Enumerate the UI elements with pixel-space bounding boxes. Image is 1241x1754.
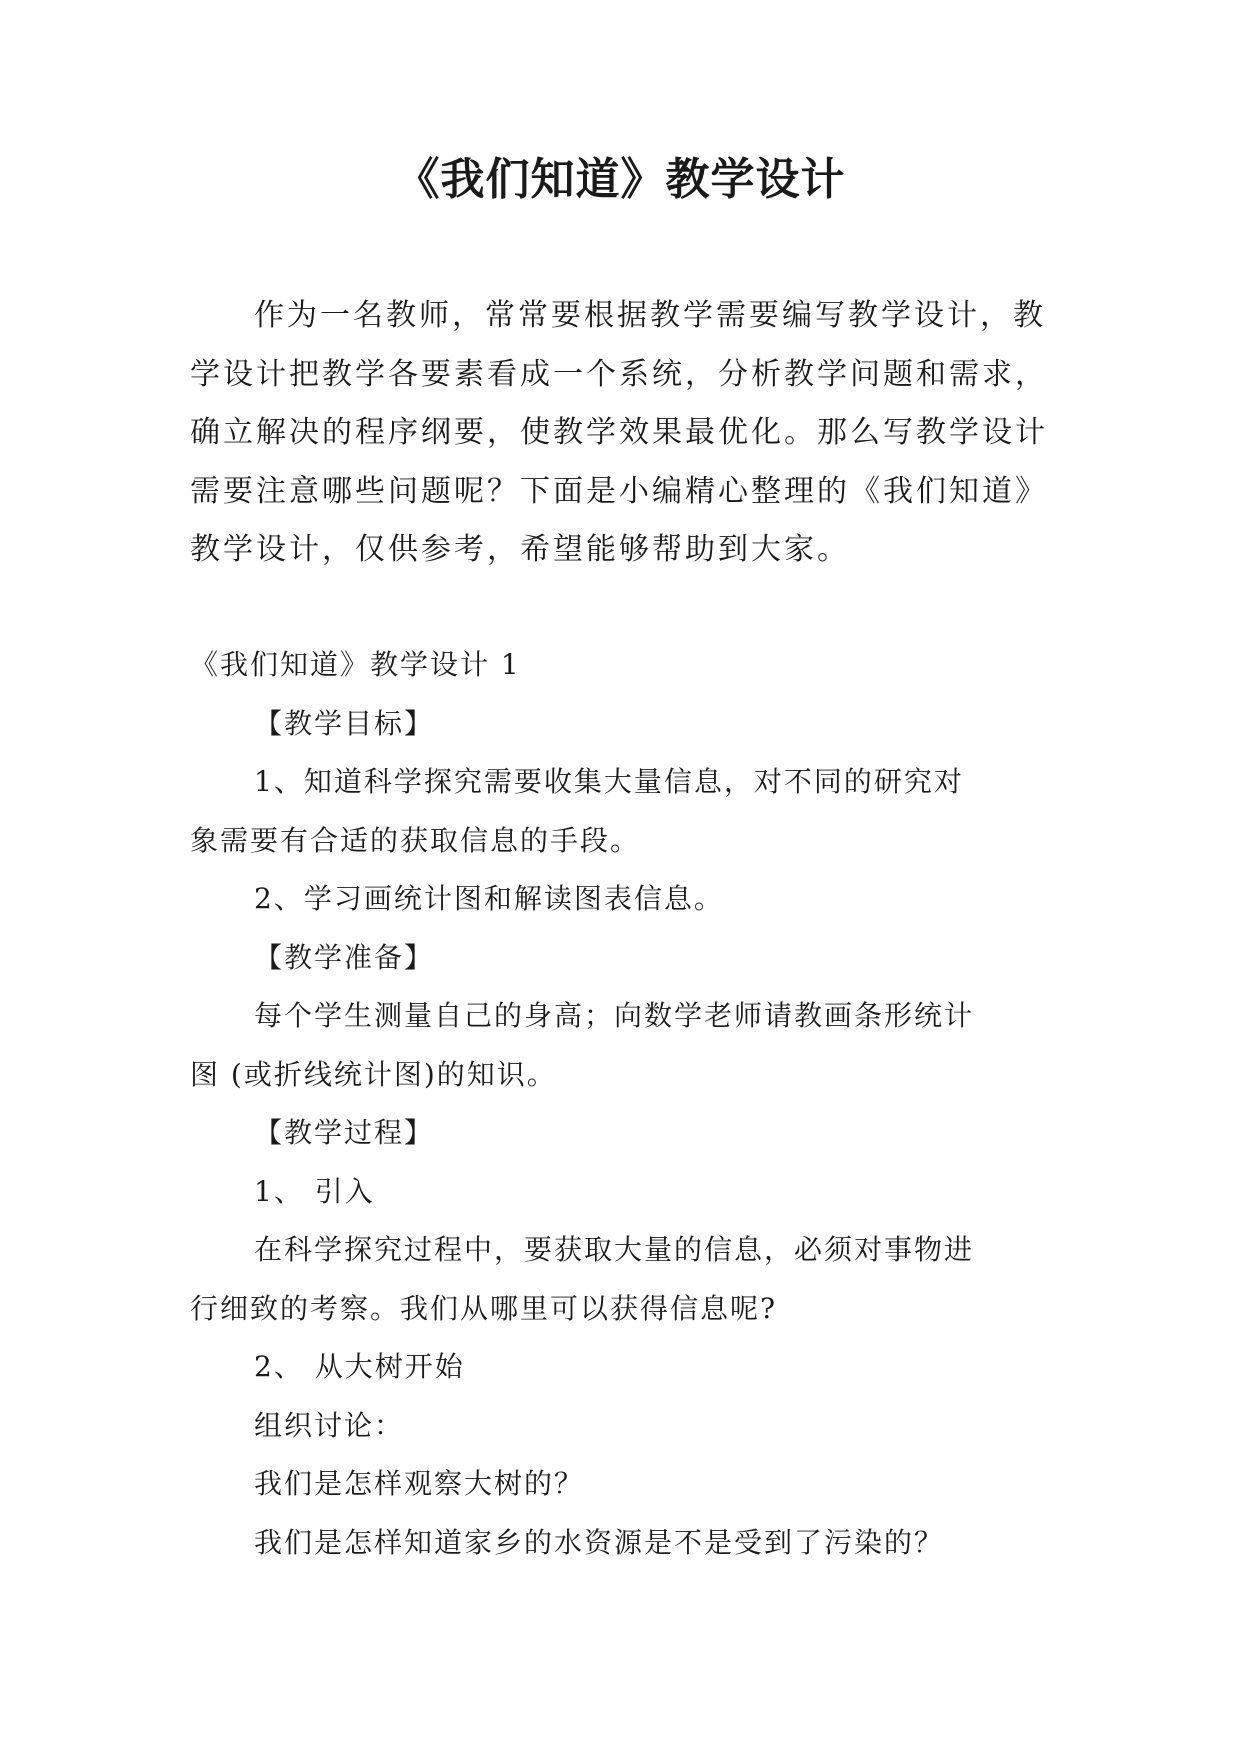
process-step-2: 2、 从大树开始 [254,1350,465,1383]
discussion-label: 组织讨论： [254,1408,405,1442]
process-step-1-text: 在科学探究过程中，要获取大量的信息，必须对事物进 [254,1233,975,1266]
discussion-question: 我们是怎样观察大树的？ [254,1467,585,1500]
section-heading: 《我们知道》教学设计 1 [190,648,521,681]
goal-item-1-continued: 象需要有合适的获取信息的手段。 [190,823,641,857]
intro-paragraph [190,287,1070,580]
goal-item-1: 1、知道科学探究需要收集大量信息，对不同的研究对 [254,765,964,798]
lesson-body [190,636,1070,1572]
intro-line: 确立解决的程序纲要，使教学效果最优化。那么写教学设计 [190,415,1048,450]
heading-teaching-preparation: 【教学准备】 [254,940,435,974]
preparation-text: 每个学生测量自己的身高；向数学老师请教画条形统计 [254,999,975,1032]
process-step-1: 1、 引入 [254,1174,375,1208]
process-step-1-text-continued: 行细致的考察。我们从哪里可以获得信息呢? [190,1291,778,1325]
goal-item-2: 2、学习画统计图和解读图表信息。 [254,882,724,915]
heading-teaching-goals: 【教学目标】 [254,706,435,740]
intro-line: 教学设计，仅供参考，希望能够帮助到大家。 [190,532,850,567]
preparation-text-continued: 图 (或折线统计图)的知识。 [190,1057,557,1091]
discussion-question: 我们是怎样知道家乡的水资源是不是受到了污染的？ [254,1525,945,1559]
intro-line: 需要注意哪些问题呢？下面是小编精心整理的《我们知道》 [190,473,1048,509]
heading-teaching-process: 【教学过程】 [254,1116,435,1149]
intro-line: 作为一名教师，常常要根据教学需要编写教学设计，教 [254,298,1046,333]
document-title: 《我们知道》教学设计 [395,154,846,205]
intro-line: 学设计把教学各要素看成一个系统，分析教学问题和需求， [190,356,1048,392]
